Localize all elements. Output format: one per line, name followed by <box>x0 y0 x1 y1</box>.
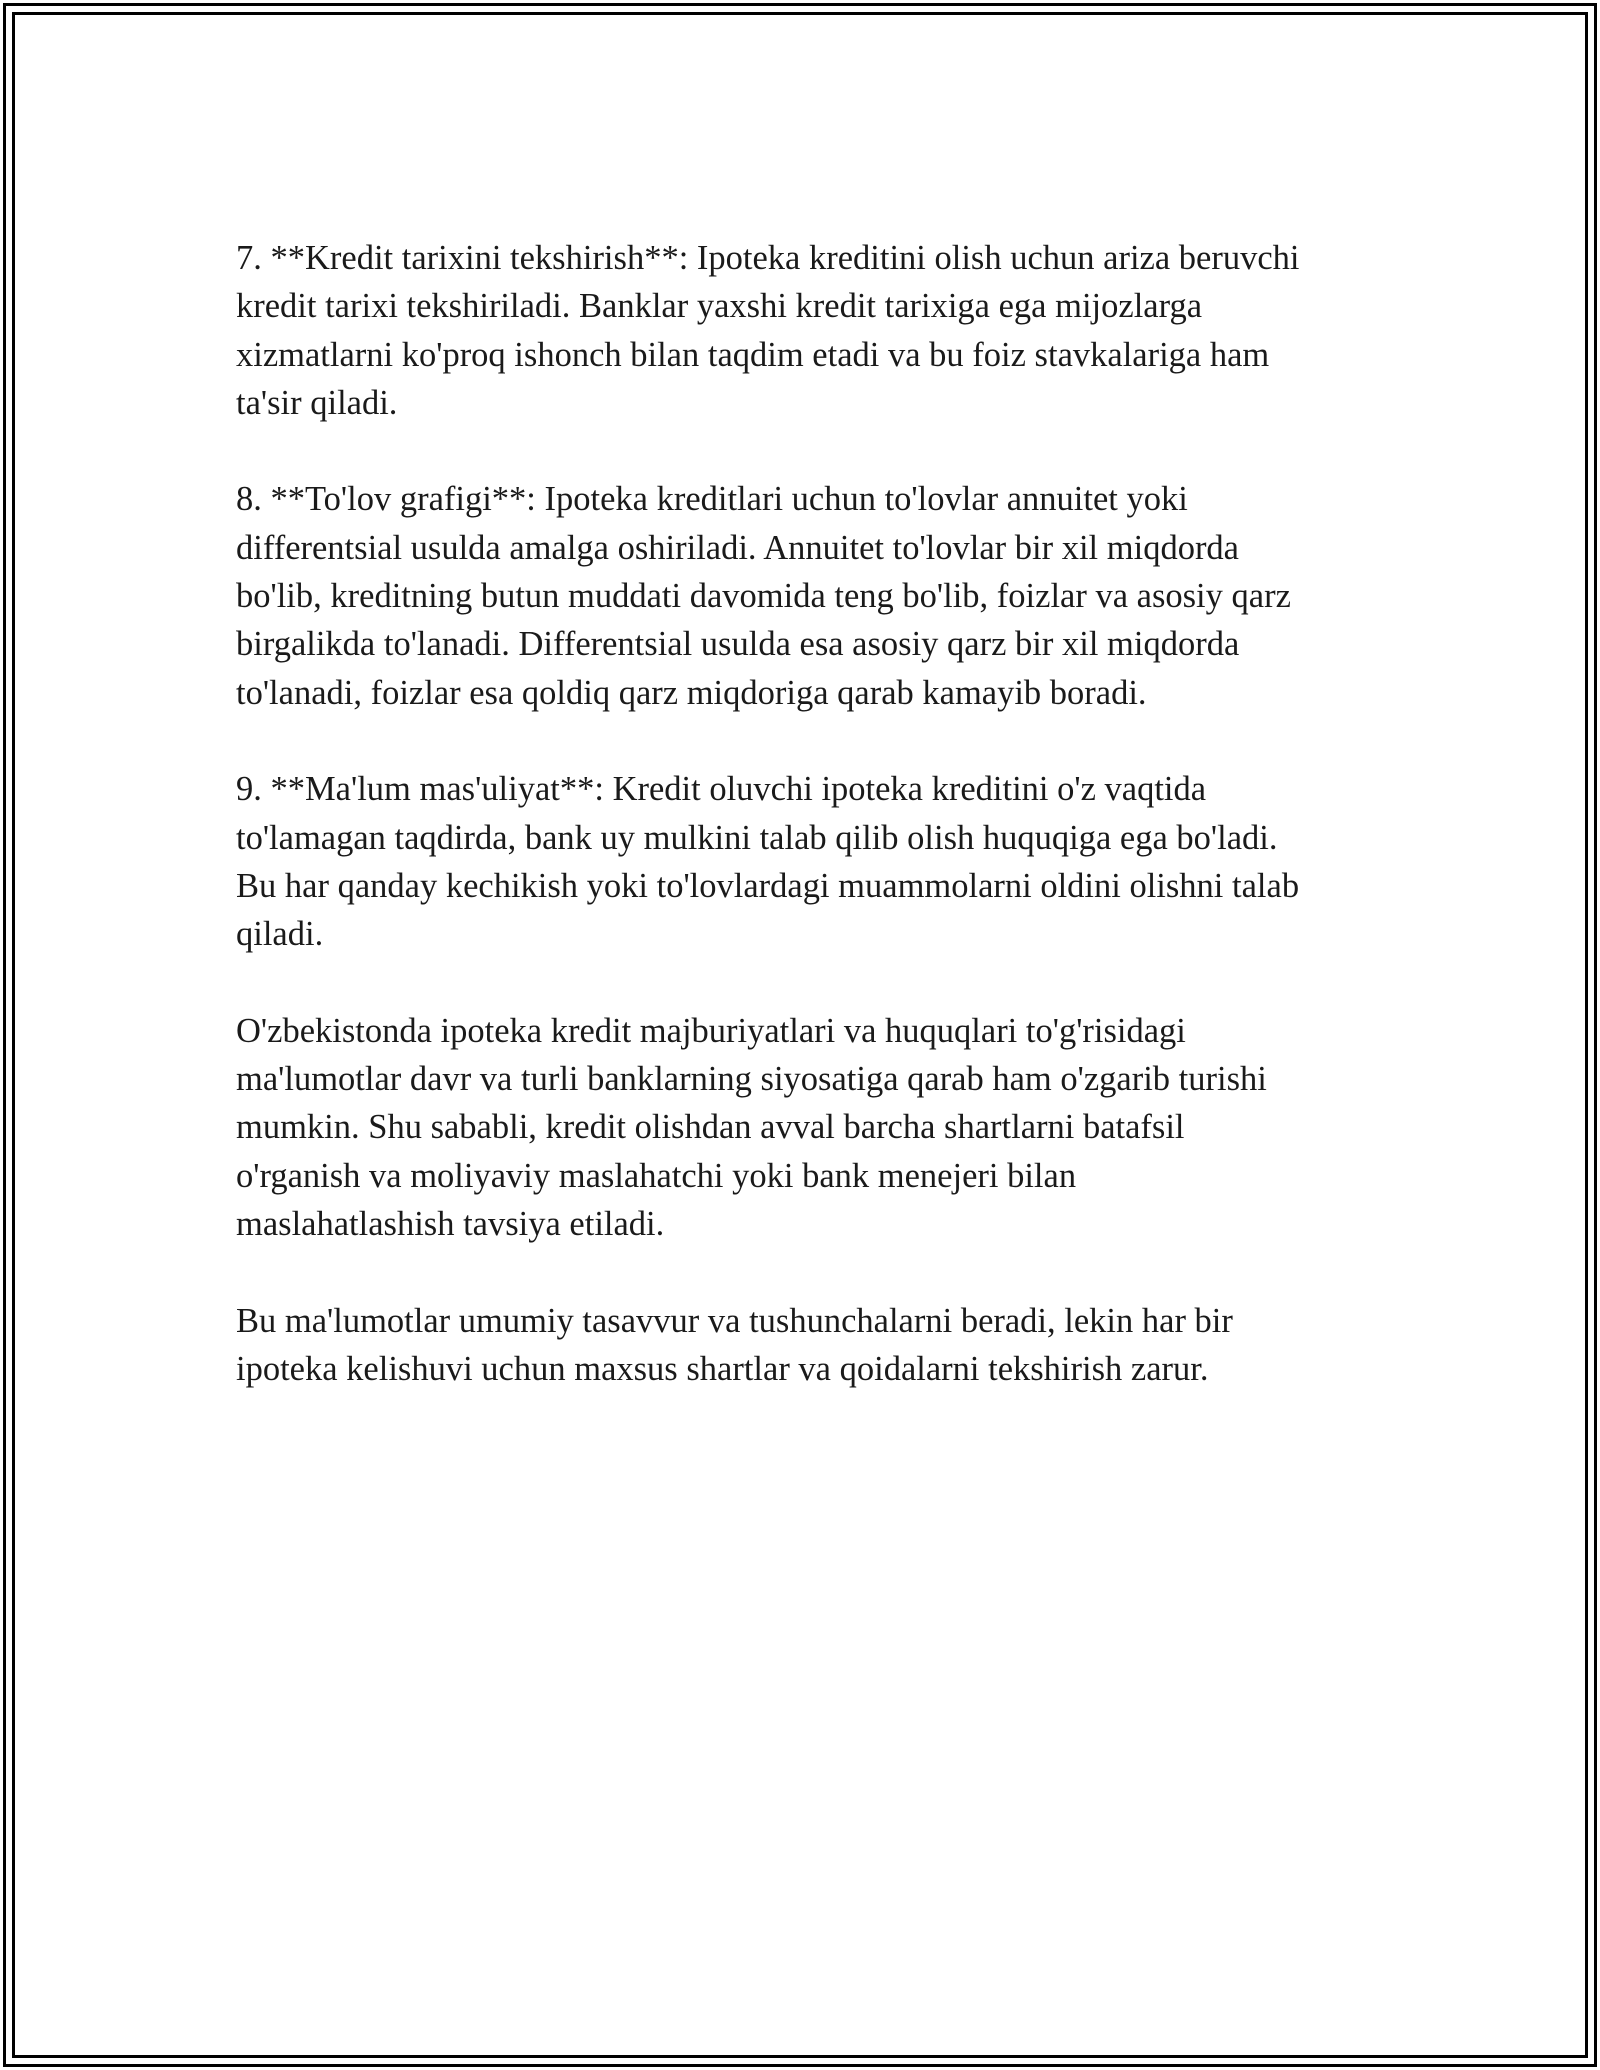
paragraph-payment-schedule <box>236 475 1376 716</box>
text-line: O'zbekistonda ipoteka kredit majburiyatlari va huquqlari to'g'risidagi <box>236 1011 1186 1050</box>
text-line: ma'lumotlar davr va turli banklarning siyosatiga qarab ham o'zgarib turishi <box>236 1060 1267 1099</box>
text-line: 9. **Ma'lum mas'uliyat**: Kredit oluvchi ipoteka kreditini o'z vaqtida <box>236 770 1207 809</box>
text-line: qiladi. <box>236 915 324 954</box>
text-line: to'lanadi, foizlar esa qoldiq qarz miqdoriga qarab kamayib boradi. <box>236 673 1147 712</box>
text-line: ipoteka kelishuvi uchun maxsus shartlar va qoidalarni tekshirish zarur. <box>236 1349 1209 1388</box>
text-line: Bu ma'lumotlar umumiy tasavvur va tushunchalarni beradi, lekin har bir <box>236 1301 1233 1340</box>
document-body <box>236 234 1376 1393</box>
paragraph-conclusion <box>236 1297 1376 1394</box>
text-line: kredit tarixi tekshiriladi. Banklar yaxshi kredit tarixiga ega mijozlarga <box>236 287 1203 326</box>
text-line: to'lamagan taqdirda, bank uy mulkini talab qilib olish huquqiga ega bo'ladi. <box>236 818 1278 857</box>
text-line: ta'sir qiladi. <box>236 383 398 422</box>
text-line: xizmatlarni ko'proq ishonch bilan taqdim etadi va bu foiz stavkalariga ham <box>236 335 1270 374</box>
paragraph-credit-history <box>236 234 1376 427</box>
text-line: mumkin. Shu sababli, kredit olishdan avval barcha shartlarni batafsil <box>236 1108 1185 1147</box>
text-line: 8. **To'lov grafigi**: Ipoteka kreditlari uchun to'lovlar annuitet yoki <box>236 480 1188 519</box>
text-line: maslahatlashish tavsiya etiladi. <box>236 1204 665 1243</box>
text-line: o'rganish va moliyaviy maslahatchi yoki bank menejeri bilan <box>236 1156 1077 1195</box>
text-line: Bu har qanday kechikish yoki to'lovlardagi muammolarni oldini olishni talab <box>236 866 1300 905</box>
text-line: bo'lib, kreditning butun muddati davomida teng bo'lib, foizlar va asosiy qarz <box>236 577 1291 616</box>
text-line: differentsial usulda amalga oshiriladi. Annuitet to'lovlar bir xil miqdorda <box>236 528 1239 567</box>
paragraph-uzbekistan-note <box>236 1007 1376 1248</box>
text-line: birgalikda to'lanadi. Differentsial usulda esa asosiy qarz bir xil miqdorda <box>236 625 1240 664</box>
paragraph-responsibility <box>236 765 1376 958</box>
text-line: 7. **Kredit tarixini tekshirish**: Ipoteka kreditini olish uchun ariza beruvchi <box>236 239 1300 277</box>
